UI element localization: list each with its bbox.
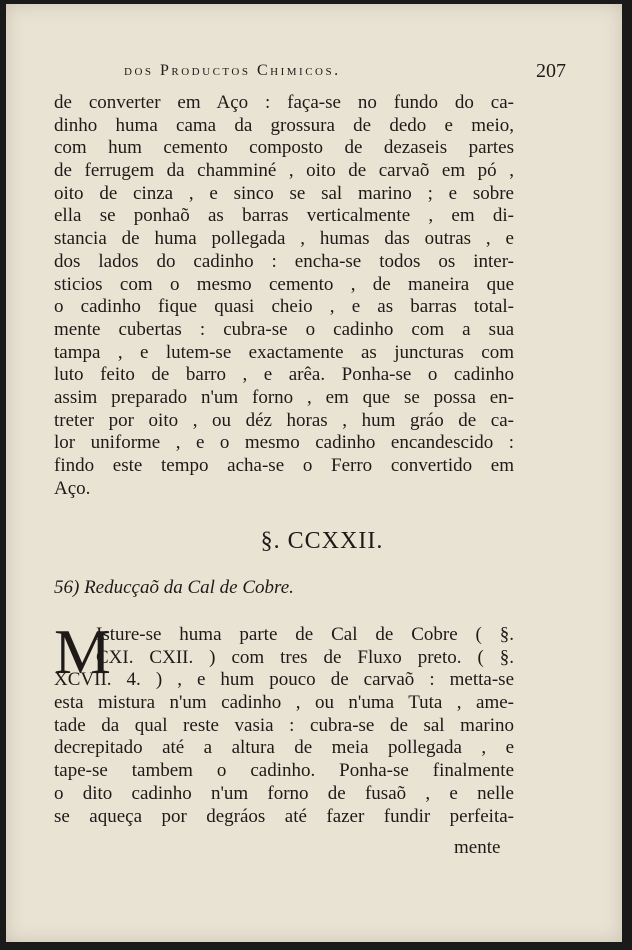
- text-line: Isture-se huma parte de Cal de Cobre ( §.: [96, 624, 514, 645]
- text-line: assim preparado n'um forno , em que se possa en-: [54, 386, 514, 408]
- text-line: se aqueça por degráos até fazer fundir perfeita-: [54, 805, 514, 827]
- text-line: dinho huma cama da grossura de dedo e meio,: [54, 114, 514, 136]
- text-line: ella se ponhaõ as barras verticalmente , em di-: [54, 205, 514, 227]
- paragraph-continued: [54, 92, 514, 500]
- paragraph-reduction: [54, 616, 514, 828]
- text-line: CXI. CXII. ) com tres de Fluxo preto. ( §.: [96, 646, 514, 668]
- text-line: tade da qual reste vasia : cubra-se de sal marino: [54, 714, 514, 736]
- text-line: sticios com o mesmo cemento , de maneira que: [54, 273, 514, 295]
- subsection-title: 56) Reducçaõ da Cal de Cobre.: [54, 577, 294, 598]
- running-title: dos Productos Chimicos.: [124, 62, 341, 79]
- text-line: findo este tempo acha-se o Ferro convertido em: [54, 455, 514, 476]
- section-heading: §. CCXXII.: [260, 528, 384, 554]
- page-number: 207: [536, 60, 566, 82]
- text-line: lor uniforme , e o mesmo cadinho encandescido :: [54, 432, 514, 454]
- running-head: [66, 56, 566, 86]
- text-line: Aço.: [54, 477, 91, 499]
- text-line: tape-se tambem o cadinho. Ponha-se finalmente: [54, 760, 514, 782]
- text-line: mente cubertas : cubra-se o cadinho com a sua: [54, 318, 514, 340]
- text-line: o dito cadinho n'um forno de fusaõ , e nelle: [54, 782, 514, 804]
- text-line: o cadinho fique quasi cheio , e as barras total-: [54, 296, 514, 318]
- text-line: XCVII. 4. ) , e hum pouco de carvaõ : metta-se: [54, 669, 514, 691]
- text-line: de ferrugem da chamminé , oito de carvaõ em pó ,: [54, 160, 514, 182]
- catchword: mente: [454, 837, 501, 858]
- text-line: com hum cemento composto de dezaseis partes: [54, 137, 514, 159]
- text-line: oito de cinza , e sinco se sal marino ; e sobre: [54, 182, 514, 204]
- text-line: luto feito de barro , e arêa. Ponha-se o cadinho: [54, 364, 514, 386]
- drop-cap: M: [54, 616, 111, 687]
- text-line: dos lados do cadinho : encha-se todos os inter-: [54, 250, 514, 272]
- text-line: esta mistura n'um cadinho , ou n'uma Tuta , ame-: [54, 692, 514, 714]
- text-line: decrepitado até a altura de meia pollegada , e: [54, 737, 514, 759]
- book-page: [6, 4, 622, 942]
- text-line: de converter em Aço : faça-se no fundo do ca-: [54, 92, 514, 113]
- text-line: treter por oito , ou déz horas , hum gráo de ca-: [54, 409, 514, 431]
- text-line: tampa , e lutem-se exactamente as juncturas com: [54, 341, 514, 363]
- text-line: stancia de huma pollegada , humas das outras , e: [54, 228, 514, 250]
